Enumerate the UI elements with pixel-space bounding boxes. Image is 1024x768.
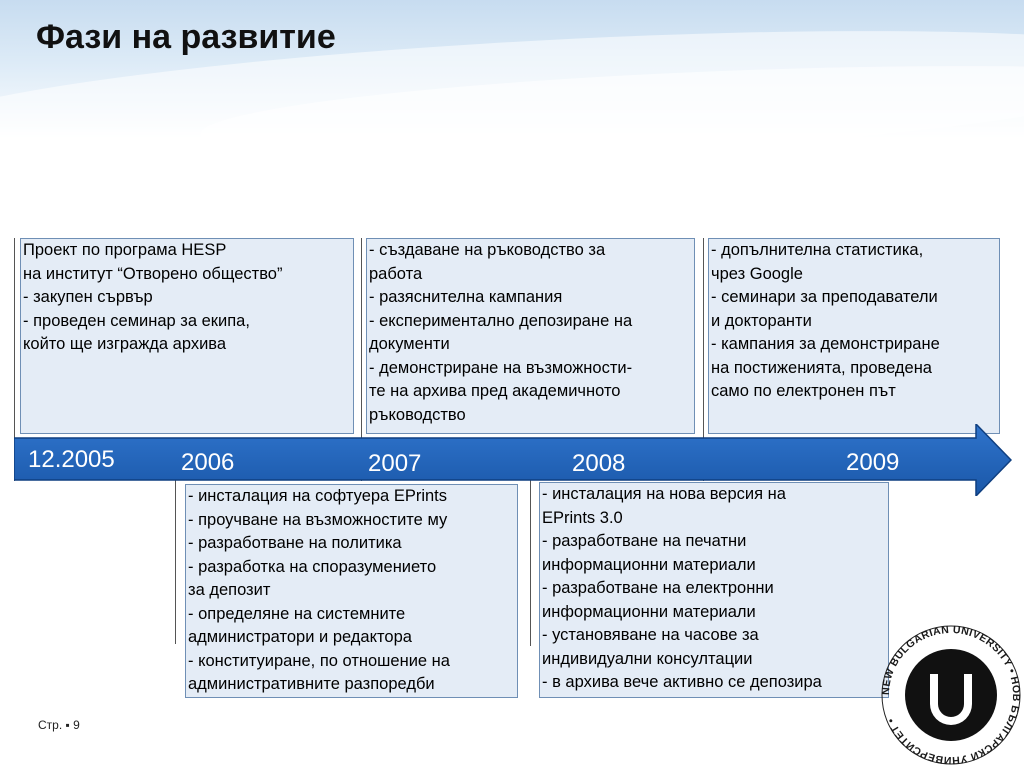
phase-box-2005 [20,238,354,434]
phase-line: на постиженията, проведена [711,358,932,377]
phase-line: - демонстриране на възможности- [369,358,633,377]
phase-line: Проект по програма HESP [23,241,227,259]
phase-line: - проучване на възможностите му [188,510,448,529]
phase-line: - допълнителна статистика, [711,241,924,259]
phase-line: административните разпоредби [188,675,435,693]
phase-line: който ще изгражда архива [23,335,227,353]
timeline-year-2008: 2008 [572,450,626,477]
phase-line: те на архива пред академичното [369,382,621,400]
timeline-year-2007: 2007 [368,450,422,477]
phase-line: на институт “Отворено общество” [23,264,283,283]
phase-line: за депозит [188,581,271,599]
university-logo [880,624,1022,766]
phase-line: - разработване на електронни [542,579,774,597]
phase-line: само по електронен път [711,382,896,400]
phase-line: - установяване на часове за [542,626,759,644]
phase-line: - кампания за демонстриране [711,335,940,353]
phase-line: - семинари за преподаватели [711,288,938,306]
phase-box-2008 [539,482,889,698]
phase-line: документи [369,335,450,353]
phase-line: информационни материали [542,602,756,621]
phase-line: информационни материали [542,555,756,574]
phase-line: - инсталация на нова версия на [542,485,786,503]
phase-line: - разработване на печатни [542,532,747,550]
timeline-year-2005: 12.2005 [28,446,115,473]
page-number: Стр. ▪ 9 [38,718,80,732]
logo-inner-disc [905,649,997,741]
phase-line: - конституиране, по отношение на [188,651,450,670]
phase-line: - експериментално депозиране на [369,311,633,330]
phase-line: - създаване на ръководство за [369,241,606,259]
phase-box-2006 [185,484,518,698]
phase-line: - в архива вече активно се депозира [542,673,822,691]
phase-line: - разработка на споразумението [188,557,437,576]
phase-box-2007 [366,238,695,434]
phase-box-2009 [708,238,1000,434]
phase-line: работа [369,264,423,283]
phase-line: - закупен сървър [23,288,153,306]
phase-line: - проведен семинар за екипа, [23,311,250,330]
timeline-year-2006: 2006 [181,449,235,476]
phase-line: индивидуални консултации [542,649,753,668]
phase-line: - инсталация на софтуера EPrints [188,487,447,505]
phase-line: - разяснителна кампания [369,288,563,306]
phase-line: - разработване на политика [188,534,402,552]
phase-line: администратори и редактора [188,628,412,646]
phase-line: - определяне на системните [188,604,406,623]
slide-title: Фази на развитие [36,18,336,56]
logo-ring-text: NEW BULGARIAN UNIVERSITY • НОВ БЪЛГАРСКИ УНИВЕРСИТЕТ • [880,624,1022,766]
phase-line: ръководство [369,405,466,424]
phase-line: и докторанти [711,311,812,330]
phase-line: чрез Google [711,264,803,283]
phase-line: EPrints 3.0 [542,508,623,527]
timeline-year-2009: 2009 [846,449,900,476]
